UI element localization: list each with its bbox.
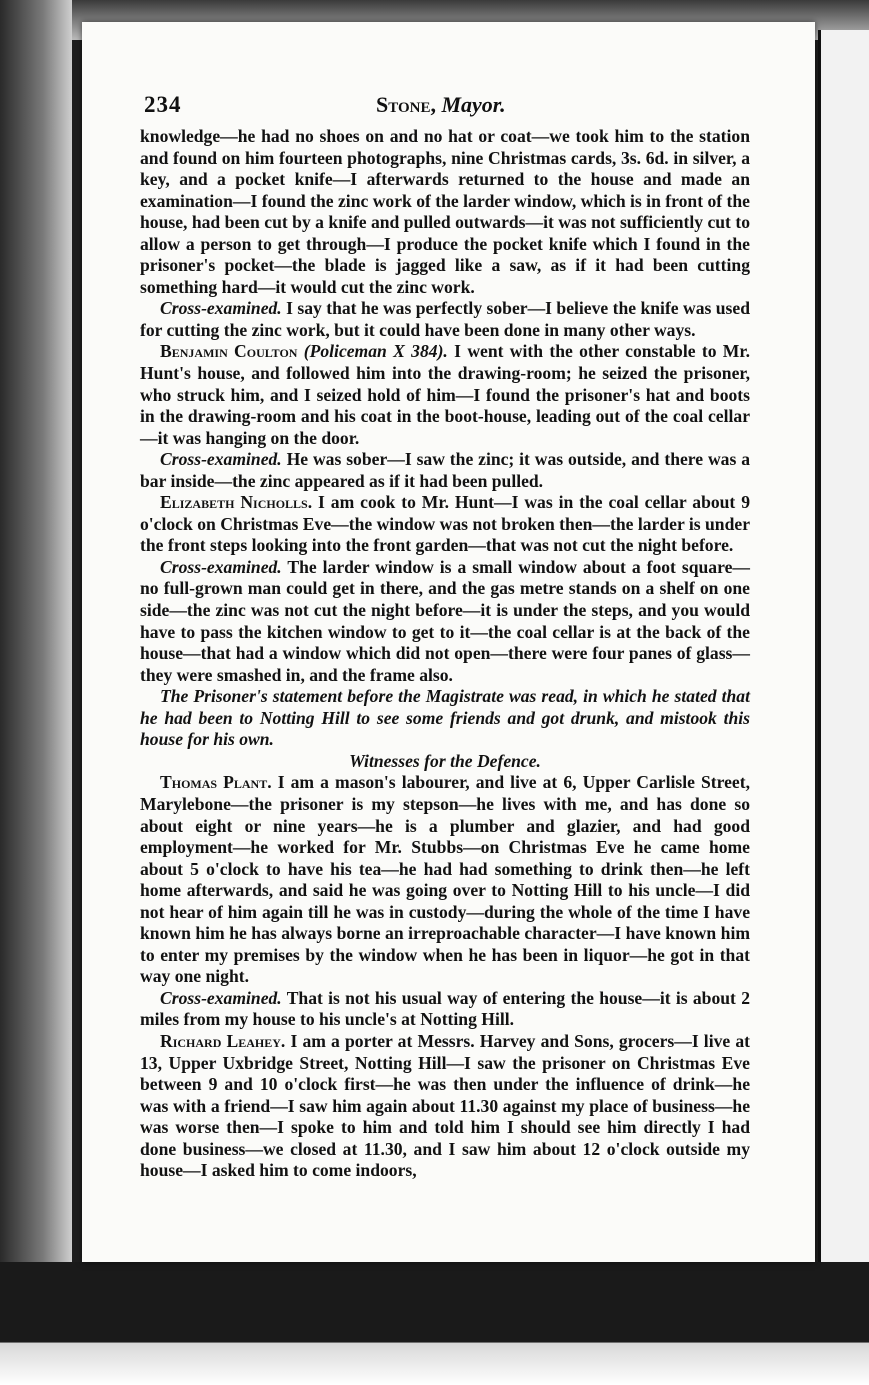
paragraph — [140, 341, 750, 449]
document-page — [82, 22, 815, 1262]
paragraph-text: That is not his usual way of entering the house—it is about 2 miles from my house to his uncle's at Notting Hill. — [140, 987, 750, 1030]
page-header — [144, 92, 744, 120]
cross-examined-label: Cross-examined. — [160, 556, 282, 577]
paragraph-text: I am a porter at Messrs. Harvey and Sons, grocers—I live at 13, Upper Uxbridge Street, Notting Hill—I saw the prisoner on Christmas Eve between 9 and 10 o'clock first—he was then under the influence of drink—he was with a friend—I saw him again about 11.30 against my place of business—he was worse then—I spoke to him and told him I should see him directly I had done business—we closed at 11.30, and I saw him about 12 o'clock outside my house—I asked him to come indoors, — [140, 1030, 750, 1181]
page-number: 234 — [144, 92, 182, 117]
running-title — [376, 92, 506, 118]
paragraph — [140, 298, 750, 341]
paragraph — [140, 449, 750, 492]
cross-examined-label: Cross-examined. — [160, 449, 282, 470]
statement-paragraph — [140, 686, 750, 751]
paragraph-text: I am cook to Mr. Hunt—I was in the coal cellar about 9 o'clock on Christmas Eve—the window was not broken then—the larder is under the front steps looking into the front garden—that was not cut the night before. — [140, 492, 750, 556]
witness-name: Thomas Plant. — [160, 772, 272, 793]
paragraph: knowledge—he had no shoes on and no hat or coat—we took him to the station and found on him fourteen photographs, nine Christmas cards, 3s. 6d. in silver, a key, and a pocket knife—I afterwards returned to the house and made an examination—I found the zinc work of the larder window, which is in front of the house, had been cut by a knife and pulled outwards—it was not sufficiently cut to allow a person to get through—I produce the pocket knife which I found in the prisoner's pocket—the blade is jagged like a saw, as if it had been cutting something hard—it would cut the zinc work. — [140, 126, 750, 297]
scanner-edge-left — [0, 0, 72, 1385]
paragraph — [140, 1031, 750, 1182]
witness-name: Richard Leahey. — [160, 1030, 286, 1051]
section-heading — [140, 751, 750, 773]
scanner-edge-bottom — [0, 1262, 869, 1385]
witness-name: Benjamin Coulton — [160, 341, 298, 362]
paragraph-text: The larder window is a small window about a foot square—no full-grown man could get in there, and the gas metre stands on a shelf on one side—the zinc was not cut the night before—it is under the steps, and you would have to pass the kitchen window to get to it—the coal cellar is at the back of the house—that had a window which did not open—there were four panes of glass—they were smashed in, and the frame also. — [140, 556, 750, 685]
paragraph — [140, 557, 750, 686]
paragraph — [140, 492, 750, 557]
paragraph-text: He was sober—I saw the zinc; it was outside, and there was a bar inside—the zinc appeared as if it had been pulled. — [140, 449, 750, 491]
section-heading-text: Witnesses for the Defence. — [349, 750, 541, 771]
paragraph — [140, 772, 750, 987]
cross-examined-label: Cross-examined. — [160, 987, 282, 1008]
cross-examined-label: Cross-examined. — [160, 298, 282, 319]
page-body — [140, 126, 750, 1182]
paragraph-text: I went with the other constable to Mr. Hunt's house, and followed him into the drawing-room; he seized the prisoner, who struck him, and I seized hold of him—I found the prisoner's hat and boots in the drawing-room and his coat in the boot-house, leading out of the coal cellar—it was hanging on the door. — [140, 341, 750, 448]
witness-name: Elizabeth Nicholls. — [160, 492, 313, 513]
running-title-role: Mayor. — [441, 92, 506, 117]
prisoner-statement: The Prisoner's statement before the Magistrate was read, in which he stated that he had been to Notting Hill to see some friends and got drunk, and mistook this house for his own. — [140, 686, 750, 750]
adjacent-page-edge — [818, 30, 869, 1262]
witness-role: (Policeman X 384). — [303, 341, 448, 362]
paragraph-text: I am a mason's labourer, and live at 6, Upper Carlisle Street, Marylebone—the prisoner is my stepson—he lives with me, and has done so about eight or nine years—he is a plumber and glazier, and had good employment—he worked for Mr. Stubbs—on Christmas Eve he came home about 5 o'clock to have his tea—he had had something to drink then—he left home afterwards, and said he was going over to Notting Hill to his uncle—I did not hear of him again till he was in custody—during the whole of the time I have known him he has always borne an irreproachable character—I have known him to enter my premises by the window when he has been in liquor—he got in that way one night. — [140, 772, 751, 987]
paragraph-text: I say that he was perfectly sober—I believe the knife was used for cutting the zinc work, but it could have been done in many other ways. — [140, 298, 750, 340]
running-title-name: Stone, — [376, 92, 436, 117]
paragraph — [140, 988, 750, 1031]
